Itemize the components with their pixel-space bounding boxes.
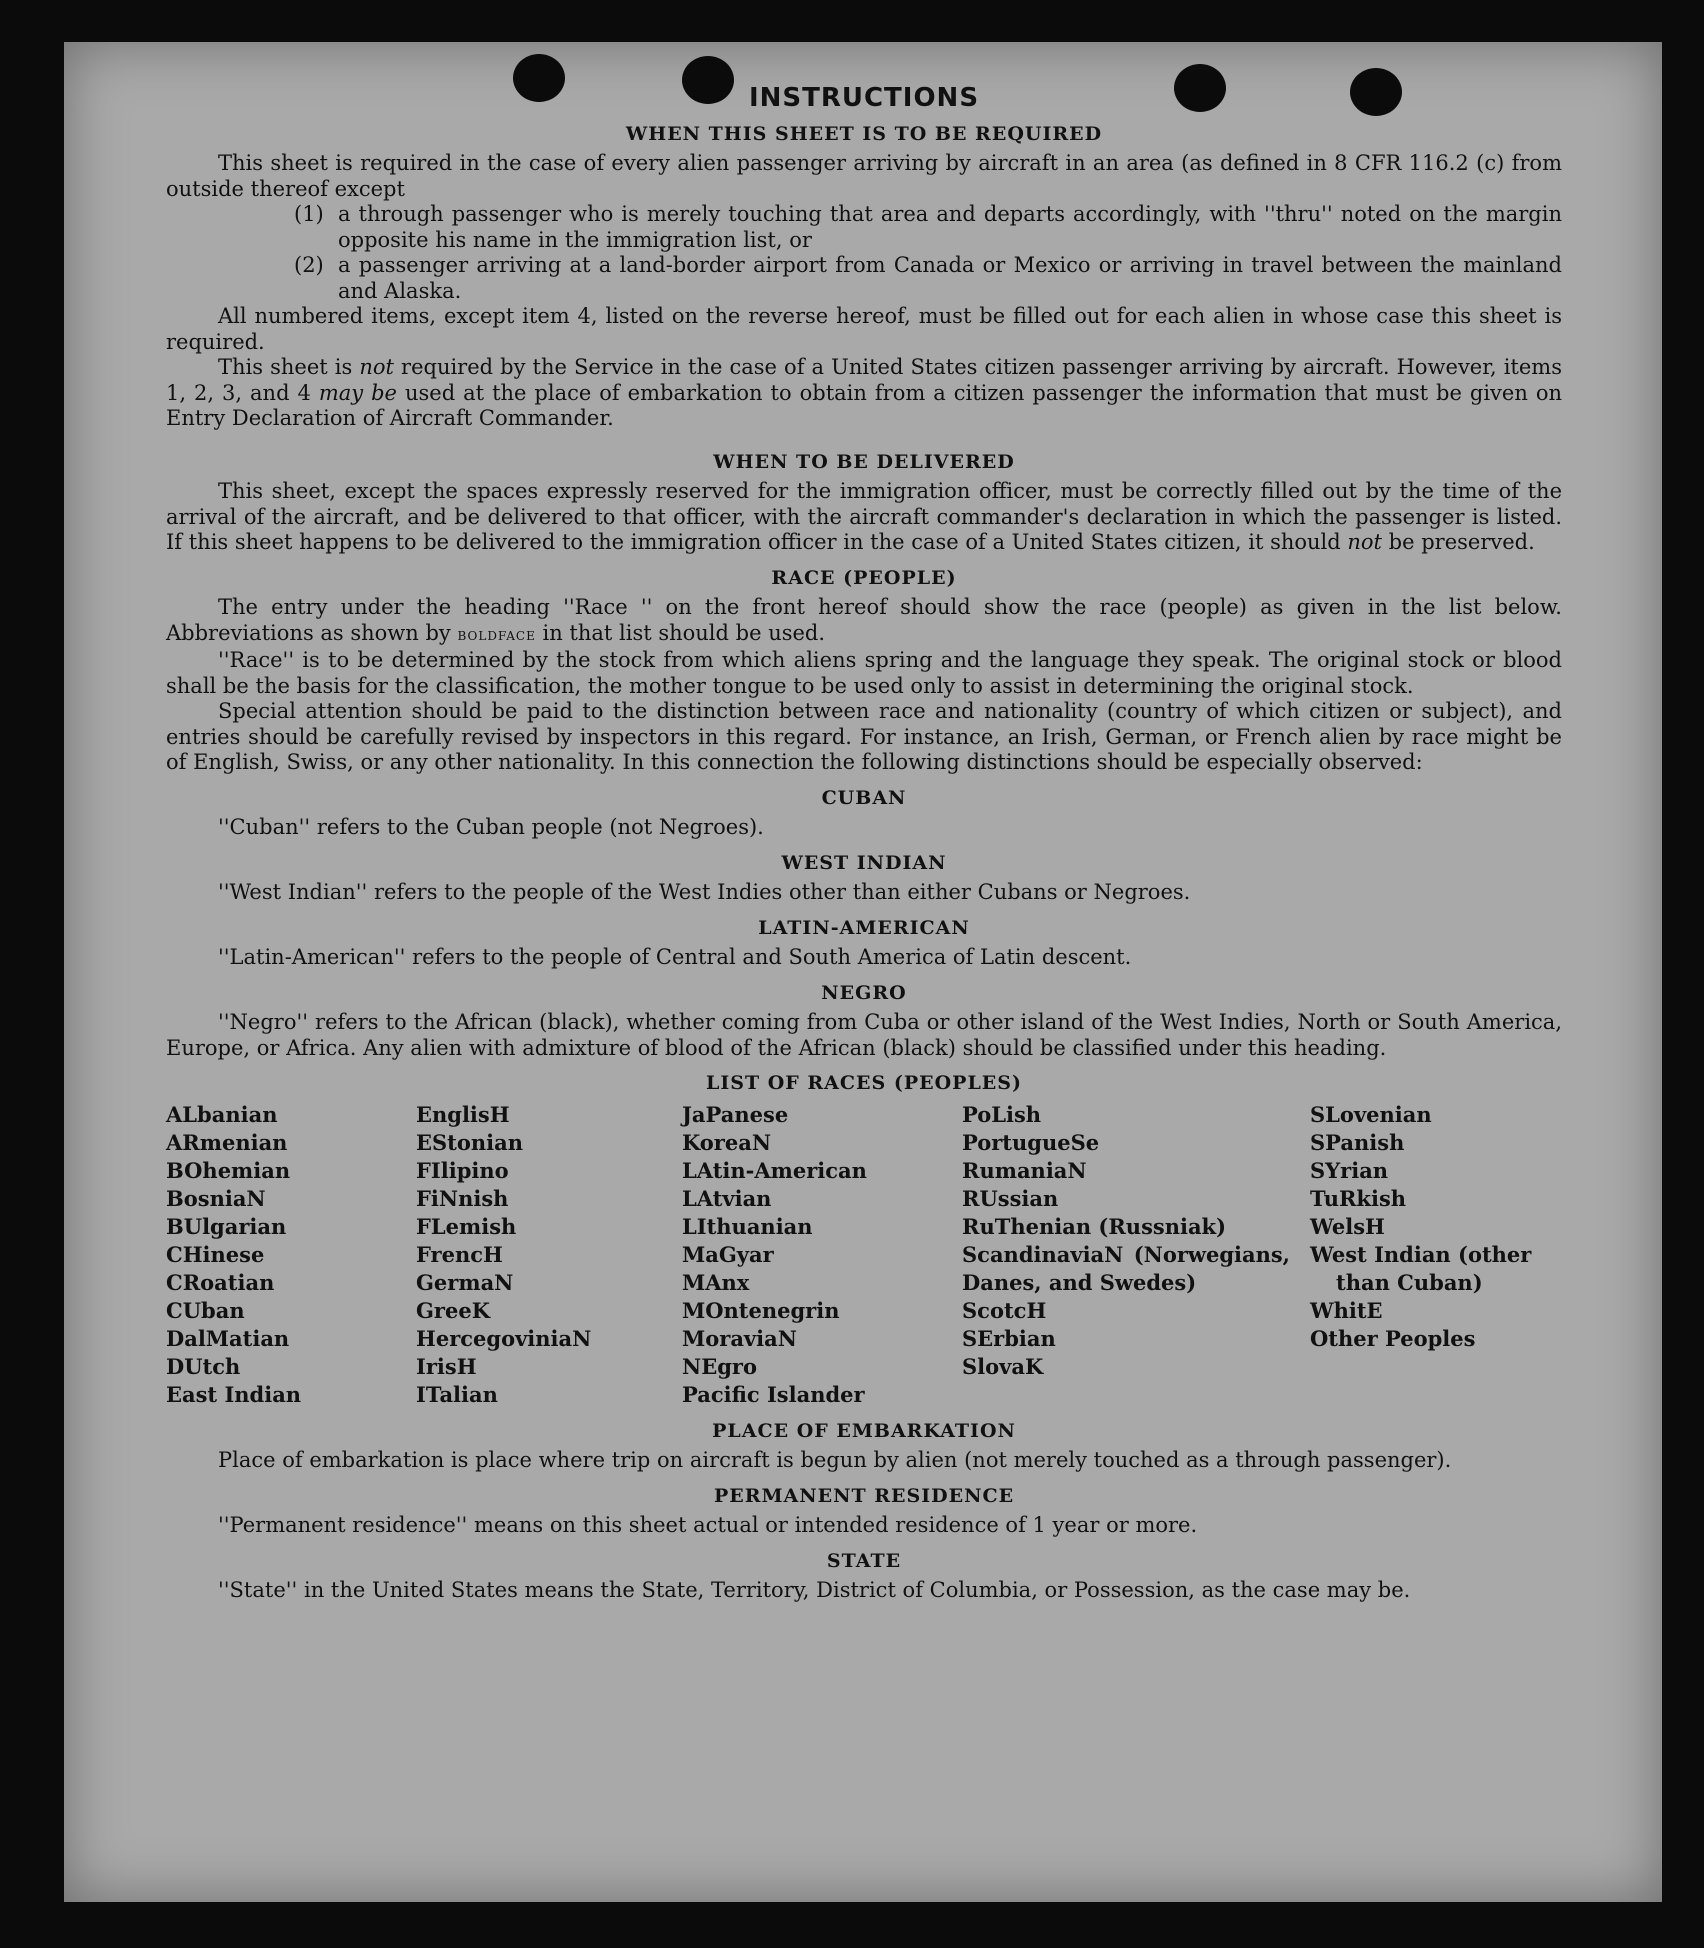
race-entry: PortugueSe (962, 1129, 1100, 1155)
heading-embarkation: PLACE OF EMBARKATION (712, 1419, 1016, 1442)
race-entry: EStonian (416, 1129, 523, 1155)
race-entry: SPanish (1310, 1129, 1405, 1155)
races-column (416, 1101, 682, 1409)
paragraph: This sheet is required in the case of every alien passenger arriving by aircraft in an area (as defined in 8 CFR 116.2 (c) from outside thereof except (166, 151, 1562, 201)
race-entry: PoLish (962, 1101, 1042, 1127)
race-entry: SYrian (1310, 1157, 1389, 1183)
races-column (166, 1101, 416, 1409)
race-entry: than Cuban) (1336, 1269, 1483, 1295)
paragraph: ''Negro'' refers to the African (black), whether coming from Cuba or other island of the West Indies, North or South America, Europe, or Africa. Any alien with admixture of blood of the African (black) should be classified under this heading. (166, 1010, 1562, 1060)
race-entry: JaPanese (682, 1101, 789, 1127)
text-run-smallcaps: boldface (457, 624, 536, 645)
race-entry: BosniaN (166, 1185, 266, 1211)
item-text: a passenger arriving at a land-border airport from Canada or Mexico or arriving in travel between the mainland and Alaska. (338, 253, 1562, 303)
race-entry: FLemish (416, 1213, 517, 1239)
race-entry: RuThenian (Russniak) (962, 1213, 1227, 1239)
races-group (962, 1101, 1310, 1241)
race-entry: LIthuanian (682, 1213, 813, 1239)
heading-race: RACE (PEOPLE) (771, 566, 957, 589)
text-run: This sheet is (218, 355, 360, 379)
text-run: be preserved. (1382, 530, 1535, 554)
text-run-italic: not (359, 355, 394, 379)
race-entry: RumaniaN (962, 1157, 1087, 1183)
paragraph: Special attention should be paid to the distinction between race and nationality (country of which citizen or subject), and entries should be carefully revised by inspectors in this regard. For instance, an Irish, German, or French alien by race might be of English, Swiss, or any other nationality. In this connection the following distinctions should be especially observed: (166, 699, 1562, 774)
race-entry: CUban (166, 1297, 245, 1323)
race-entry: NEgro (682, 1353, 757, 1379)
race-entry: EnglisH (416, 1101, 510, 1127)
page-title: INSTRUCTIONS (748, 83, 980, 113)
race-entry: DUtch (166, 1353, 241, 1379)
heading-state: STATE (826, 1549, 902, 1572)
race-entry: LAtvian (682, 1185, 772, 1211)
race-entry: MAnx (682, 1269, 750, 1295)
race-entry: ALbanian (166, 1101, 278, 1127)
text-run: required by the Service in the case of a United States citizen passenger arriving by aircraft. However, items 1, 2, 3, and 4 (166, 355, 1562, 405)
race-entry: ITalian (416, 1381, 498, 1407)
paragraph: All numbered items, except item 4, listed on the reverse hereof, must be filled out for each alien in whose case this sheet is required. (166, 304, 1562, 354)
paragraph (166, 595, 1562, 648)
races-group (1310, 1101, 1562, 1241)
race-entry: MaGyar (682, 1241, 774, 1267)
race-entry: BUlgarian (166, 1213, 287, 1239)
heading-list-of-races: LIST OF RACES (PEOPLES) (706, 1072, 1022, 1094)
paragraph: ''Cuban'' refers to the Cuban people (not Negroes). (218, 815, 764, 839)
race-entry: FiNnish (416, 1185, 509, 1211)
race-entry: CRoatian (166, 1269, 275, 1295)
race-entry: WelsH (1310, 1213, 1385, 1239)
list-item (294, 202, 1562, 253)
race-entry: LAtin-American (682, 1157, 867, 1183)
race-entry: GermaN (416, 1269, 514, 1295)
heading-when-required: WHEN THIS SHEET IS TO BE REQUIRED (625, 122, 1103, 145)
race-entry: ARmenian (166, 1129, 288, 1155)
race-entry: GreeK (416, 1297, 490, 1323)
race-entry: ScandinaviaN (Norwegians, Danes, and Swedes) (962, 1241, 1290, 1295)
races-column (1310, 1101, 1562, 1409)
races-group (1310, 1297, 1562, 1353)
race-entry: WhitE (1310, 1297, 1383, 1323)
races-list (166, 1101, 1562, 1409)
race-entry: KoreaN (682, 1129, 772, 1155)
text-run-italic: not (1347, 530, 1382, 554)
race-entry: ScotcH (962, 1297, 1047, 1323)
heading-permanent-residence: PERMANENT RESIDENCE (713, 1484, 1015, 1507)
race-entry: West Indian (other (1310, 1241, 1532, 1267)
race-entry: MOntenegrin (682, 1297, 840, 1323)
race-entry: DalMatian (166, 1325, 290, 1351)
race-entry: SErbian (962, 1325, 1056, 1351)
text-run: in that list should be used. (535, 620, 826, 645)
paragraph (166, 355, 1562, 432)
item-number: (1) (294, 202, 324, 226)
paragraph: ''West Indian'' refers to the people of the West Indies other than either Cubans or Negroes. (218, 880, 1191, 904)
races-column (682, 1101, 962, 1409)
heading-when-delivered: WHEN TO BE DELIVERED (713, 450, 1015, 473)
paragraph: ''State'' in the United States means the State, Territory, District of Columbia, or Possession, as the case may be. (218, 1578, 1411, 1602)
text-run-italic: may be (318, 380, 397, 405)
heading-cuban: CUBAN (821, 786, 907, 809)
races-column (962, 1101, 1310, 1409)
race-entry: RUssian (962, 1185, 1059, 1211)
text-run: This sheet, except the spaces expressly reserved for the immigration officer, must be correctly filled out by the time of the arrival of the aircraft, and be delivered to that officer, with the aircraft commander's declaration in which the passenger is listed. If this sheet happens to be delivered to the immigration officer in the case of a United States citizen, it should (166, 479, 1562, 554)
heading-west-indian: WEST INDIAN (781, 851, 947, 874)
race-entry: Pacific Islander (682, 1381, 865, 1407)
race-entry: FIlipino (416, 1157, 509, 1183)
races-group (962, 1297, 1310, 1381)
race-entry: TuRkish (1310, 1185, 1407, 1211)
paragraph: ''Permanent residence'' means on this sheet actual or intended residence of 1 year or more. (218, 1513, 1198, 1537)
race-entry: MoraviaN (682, 1325, 797, 1351)
text-run: used at the place of embarkation to obtain from a citizen passenger the information that must be given on Entry Declaration of Aircraft Commander. (166, 380, 1563, 430)
paragraph: ''Latin-American'' refers to the people of Central and South America of Latin descent. (218, 945, 1132, 969)
paragraph: Place of embarkation is place where trip on aircraft is begun by alien (not merely touched as a through passenger). (218, 1448, 1452, 1472)
heading-negro: NEGRO (821, 981, 907, 1004)
race-entry: Other Peoples (1310, 1325, 1476, 1351)
race-entry: CHinese (166, 1241, 265, 1267)
paragraph (166, 479, 1562, 556)
race-entry: BOhemian (166, 1157, 291, 1183)
item-number: (2) (294, 253, 324, 277)
paragraph: ''Race'' is to be determined by the stock from which aliens spring and the language they speak. The original stock or blood shall be the basis for the classification, the mother tongue to be used only to assist in determining the original stock. (166, 648, 1562, 698)
race-entry: IrisH (416, 1353, 477, 1379)
heading-latin-american: LATIN-AMERICAN (758, 916, 970, 939)
text-run: The entry under the heading ''Race '' on the front hereof should show the race (people) as given in the list below. Abbreviations as shown by (166, 595, 1562, 645)
list-item (294, 253, 1562, 304)
race-entry: SlovaK (962, 1353, 1044, 1379)
document-sheet (64, 42, 1662, 1902)
race-entry: FrencH (416, 1241, 503, 1267)
item-text: a through passenger who is merely touching that area and departs accordingly, with ''thru'' noted on the margin opposite his name in the immigration list, or (338, 202, 1562, 252)
race-entry: SLovenian (1310, 1101, 1432, 1127)
race-entry: East Indian (166, 1381, 302, 1407)
race-entry: HercegoviniaN (416, 1325, 592, 1351)
instructions-content (166, 83, 1563, 1604)
